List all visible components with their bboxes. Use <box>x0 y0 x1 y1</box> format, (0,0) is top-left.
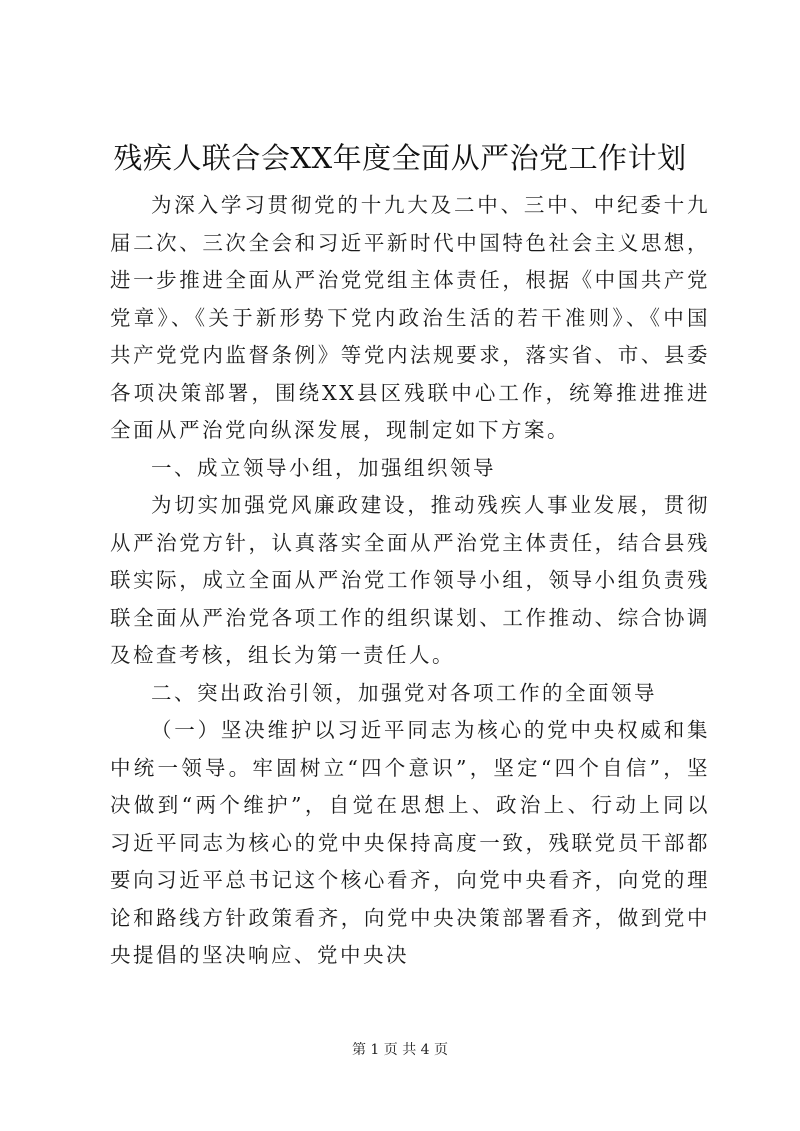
paragraph-section-2-item-1: （一）坚决维护以习近平同志为核心的党中央权威和集中统一领导。牢固树立“四个意识”，坚定“四个自信”，坚决做到“两个维护”，自觉在思想上、政治上、行动上同以习近平同志为核心的党中央保持高度一致，残联党员干部都要向习近平总书记这个核心看齐，向党中央看齐，向党的理论和路线方针政策看齐，向党中央决策部署看齐，做到党中央提倡的坚决响应、党中央决 <box>110 718 710 967</box>
document-body <box>110 187 710 975</box>
paragraph-intro: 为深入学习贯彻党的十九大及二中、三中、中纪委十九届二次、三次全会和习近平新时代中国特色社会主义思想，进一步推进全面从严治党党组主体责任，根据《中国共产党党章》、《关于新形势下党内政治生活的若干准则》、《中国共产党党内监督条例》等党内法规要求，落实省、市、县委各项决策部署，围绕XX县区残联中心工作，统筹推进推进全面从严治党向纵深发展，现制定如下方案。 <box>110 193 710 442</box>
document-title: 残疾人联合会XX年度全面从严治党工作计划 <box>113 141 687 175</box>
section-heading-2: 二、突出政治引领，加强党对各项工作的全面领导 <box>151 680 657 705</box>
page-number-footer: 第 1 页 共 4 页 <box>351 1042 449 1058</box>
section-heading-1: 一、成立领导小组，加强组织领导 <box>151 455 496 480</box>
paragraph-section-1: 为切实加强党风廉政建设，推动残疾人事业发展，贯彻从严治党方针，认真落实全面从严治党主体责任，结合县残联实际，成立全面从严治党工作领导小组，领导小组负责残联全面从严治党各项工作的组织谋划、工作推动、综合协调及检查考核，组长为第一责任人。 <box>110 493 710 667</box>
